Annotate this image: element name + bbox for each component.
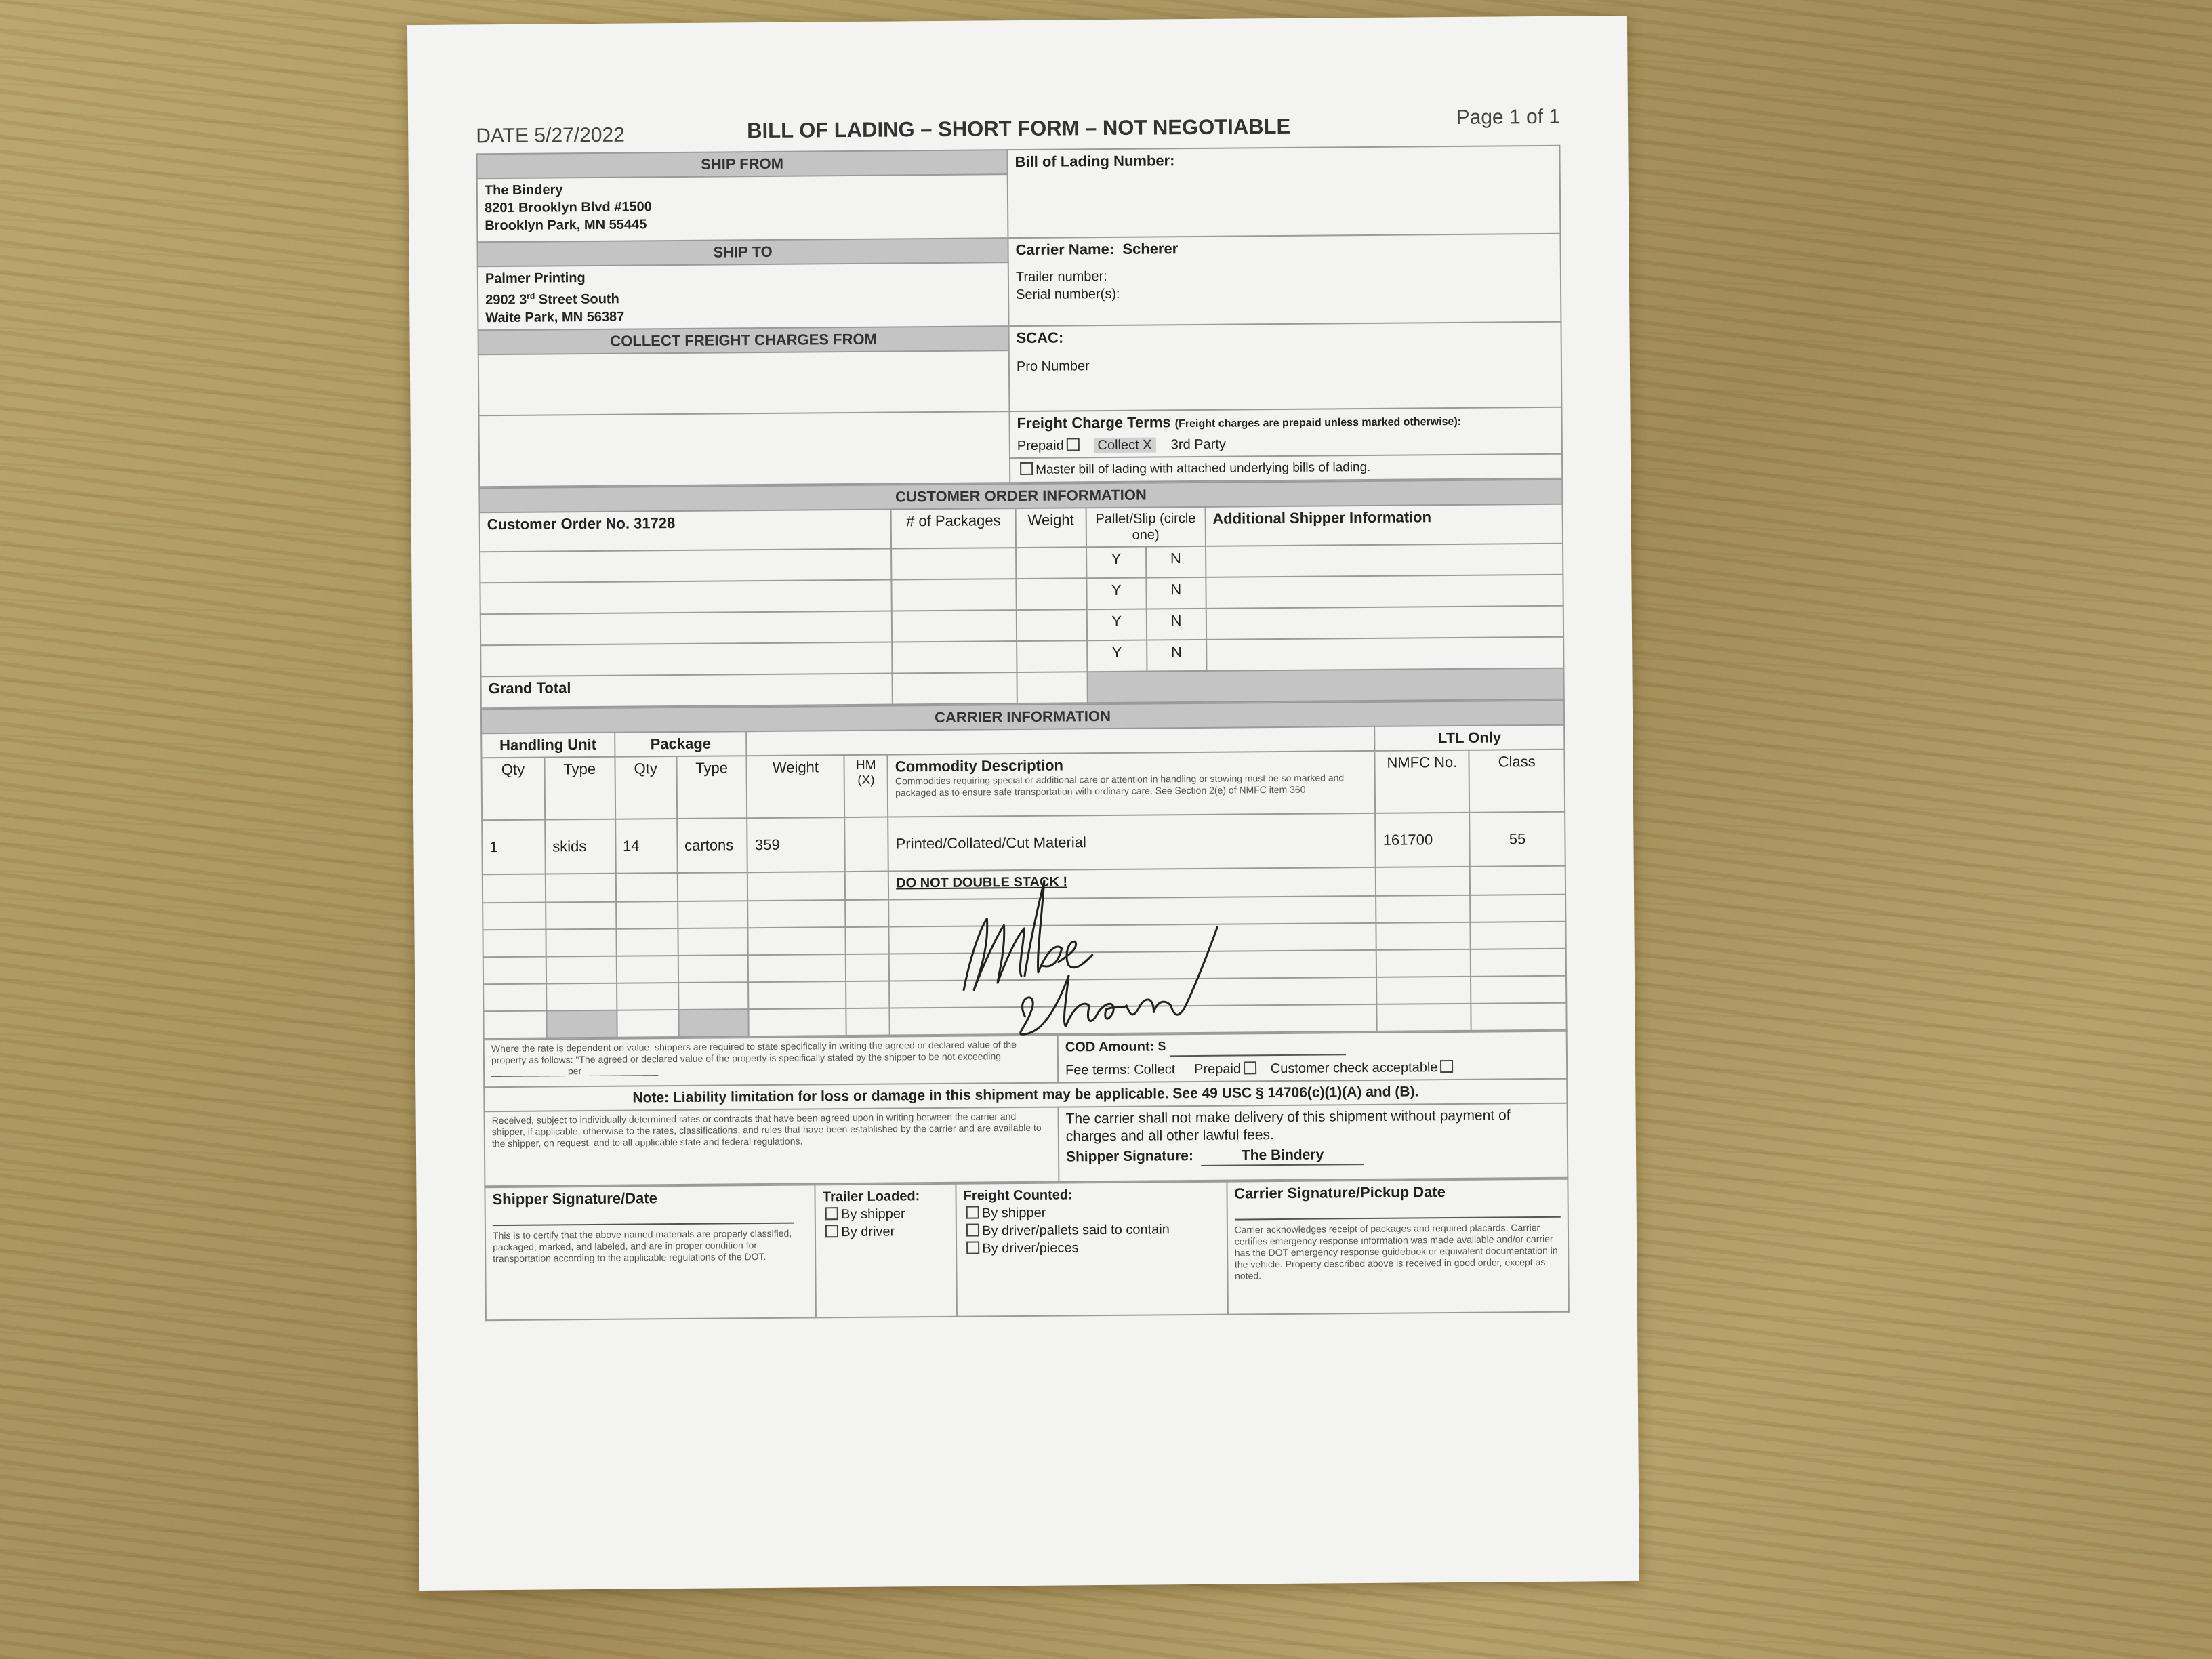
liability-note: Note: Liability limitation for loss or damage in this shipment may be applicable. See 49 USC § 14706(c)(1)(A) and (B). — [484, 1079, 1567, 1112]
trailer-loaded-block — [815, 1184, 957, 1318]
shipper-signature-value: The Bindery — [1201, 1146, 1364, 1166]
fee-prepaid-checkbox[interactable] — [1244, 1061, 1256, 1074]
carrier-signature-label: Carrier Signature/Pickup Date — [1234, 1183, 1446, 1202]
row1-nmfc: 161700 — [1375, 813, 1470, 867]
shipper-signature-line[interactable] — [493, 1206, 795, 1226]
order-cell[interactable] — [480, 611, 893, 646]
ship-from-line1: The Bindery — [484, 182, 563, 199]
bol-form — [476, 145, 1569, 1322]
serial-number-label: Serial number(s): — [1016, 286, 1120, 303]
delivery-terms — [1058, 1103, 1568, 1182]
handling-unit-header: Handling Unit — [481, 733, 615, 758]
shipper-signature-label: Shipper Signature: — [1065, 1148, 1193, 1165]
master-bol-checkbox[interactable] — [1020, 462, 1033, 475]
packages-header: # of Packages — [891, 508, 1016, 548]
prepaid-checkbox[interactable] — [1067, 438, 1080, 451]
order-cell[interactable] — [892, 641, 1017, 673]
ship-to-heading: SHIP TO — [477, 238, 1008, 266]
pro-number-label: Pro Number — [1016, 359, 1090, 375]
freight-counted-block — [956, 1182, 1228, 1317]
order-cell[interactable] — [480, 580, 892, 615]
row1-description: Printed/Collated/Cut Material — [888, 813, 1376, 872]
counted-by-shipper-checkbox[interactable] — [966, 1206, 979, 1219]
ship-from-line2: 8201 Brooklyn Blvd #1500 — [484, 199, 652, 216]
order-cell[interactable] — [480, 642, 893, 677]
freight-terms-field — [1009, 407, 1562, 458]
handling-instruction: DO NOT DOUBLE STACK ! — [888, 867, 1376, 900]
nmfc-header: NMFC No. — [1375, 750, 1470, 813]
carrier-name-label: Carrier Name: — [1015, 240, 1115, 259]
counted-pallets-checkbox[interactable] — [966, 1224, 979, 1237]
pallet-yes[interactable]: Y — [1086, 578, 1146, 610]
ship-from-address — [477, 174, 1008, 242]
commodity-header — [888, 751, 1376, 817]
pallet-no[interactable]: N — [1147, 609, 1206, 640]
order-cell[interactable] — [1016, 547, 1086, 579]
row1-class: 55 — [1469, 812, 1565, 867]
order-cell[interactable] — [1017, 609, 1087, 641]
freight-counted-label: Freight Counted: — [963, 1187, 1073, 1204]
declared-value-text: Where the rate is dependent on value, shippers are required to state specifically in writing the agreed or declared value of the property as follows: "The agreed or declared value of the property is specifically stated by the shipper to be not exceeding ______________ per ______________ — [484, 1036, 1058, 1088]
pallet-no[interactable]: N — [1146, 577, 1206, 609]
order-cell[interactable] — [1206, 544, 1563, 577]
grand-total-label: Grand Total — [481, 674, 893, 708]
cod-amount-label: COD Amount: $ — [1065, 1039, 1166, 1055]
ship-to-line2: 2902 3rd Street South — [485, 291, 619, 308]
pallet-slip-header: Pallet/Slip (circle one) — [1086, 507, 1205, 547]
carrier-signature-block — [1227, 1179, 1569, 1315]
grand-total-shaded — [1087, 668, 1563, 703]
third-party-option: 3rd Party — [1170, 436, 1226, 453]
counted-by-shipper-label: By shipper — [981, 1205, 1046, 1221]
document-date: DATE 5/27/2022 — [476, 123, 625, 148]
carrier-signature-line[interactable] — [1234, 1200, 1561, 1221]
order-cell[interactable] — [892, 579, 1017, 611]
order-cell[interactable] — [480, 549, 892, 583]
ship-to-address — [478, 262, 1009, 330]
carrier-acknowledgement: Carrier acknowledges receipt of packages and required placards. Carrier certifies emergency response information was made available and/or carrier has the DOT emergency response guidebook or equivalent documentation in the vehicle. Property described above is received in good order, except as noted. — [1234, 1222, 1558, 1282]
customer-order-heading: CUSTOMER ORDER INFORMATION — [479, 480, 1562, 513]
ship-from-line3: Brooklyn Park, MN 55445 — [485, 217, 647, 234]
customer-check-label: Customer check acceptable — [1270, 1060, 1438, 1077]
prepaid-option: Prepaid — [1017, 438, 1064, 454]
fee-terms-label: Fee terms: Collect — [1065, 1062, 1176, 1078]
scac-label: SCAC: — [1016, 329, 1064, 347]
customer-order-table — [478, 479, 1565, 709]
row1-weight: 359 — [747, 817, 845, 872]
ship-to-line3: Waite Park, MN 56387 — [485, 309, 625, 325]
fee-prepaid-label: Prepaid — [1194, 1061, 1242, 1078]
order-cell[interactable] — [892, 610, 1017, 642]
class-header: Class — [1469, 750, 1565, 813]
customer-check-checkbox[interactable] — [1440, 1060, 1453, 1073]
row1-pkg-type: cartons — [677, 818, 747, 873]
commodity-title: Commodity Description — [895, 756, 1063, 775]
grand-total-packages[interactable] — [893, 672, 1017, 704]
master-bol-row — [1010, 454, 1562, 483]
weight-header: Weight — [1016, 508, 1086, 548]
counted-pieces-checkbox[interactable] — [966, 1242, 979, 1254]
order-cell[interactable] — [891, 548, 1016, 579]
collect-freight-heading: COLLECT FREIGHT CHARGES FROM — [478, 326, 1008, 354]
order-cell[interactable] — [1206, 637, 1564, 671]
master-bol-label: Master bill of lading with attached underlying bills of lading. — [1036, 459, 1371, 477]
order-cell[interactable] — [1017, 640, 1087, 672]
row1-hu-qty: 1 — [482, 820, 545, 875]
order-cell[interactable] — [1016, 578, 1086, 610]
additional-info-header: Additional Shipper Information — [1205, 504, 1563, 546]
bill-of-lading-paper — [407, 16, 1639, 1591]
shipper-certification: This is to certify that the above named materials are properly classified, packaged, marked, and labeled, and are in proper condition for transportation according to the applicable regulations of the DOT. — [492, 1227, 792, 1265]
grand-total-weight[interactable] — [1017, 672, 1088, 703]
document-title: BILL OF LADING – SHORT FORM – NOT NEGOTIABLE — [747, 114, 1291, 143]
collect-freight-field[interactable] — [478, 350, 1010, 415]
loaded-by-shipper-label: By shipper — [841, 1206, 905, 1223]
carrier-name-field — [1008, 234, 1561, 326]
received-terms: Received, subject to individually determined rates or contracts that have been agreed upon in writing between the carrier and shipper, if applicable, otherwise to the rates, classifications, and rules that have been established by the carrier and are available to the shipper, on request, and to all applicable state and federal regulations. — [485, 1107, 1059, 1187]
row1-pkg-qty: 14 — [615, 819, 678, 874]
shipping-parties-table — [476, 145, 1563, 488]
ship-to-line1: Palmer Printing — [485, 270, 586, 287]
row1-hu-type: skids — [545, 819, 615, 874]
document-header — [476, 105, 1561, 148]
counted-pallets-label: By driver/pallets said to contain — [981, 1222, 1170, 1239]
scac-field — [1008, 322, 1561, 411]
bol-number-field[interactable] — [1007, 146, 1560, 238]
collect-freight-blank — [478, 411, 1010, 487]
freight-terms-label: Freight Charge Terms — [1017, 413, 1171, 432]
row1-hm — [844, 817, 888, 872]
pkg-qty-header: Qty — [615, 756, 677, 819]
loaded-by-shipper-checkbox[interactable] — [825, 1207, 838, 1220]
counted-pieces-label: By driver/pieces — [982, 1240, 1079, 1256]
collect-option: Collect X — [1093, 437, 1155, 453]
ltl-only-header: LTL Only — [1374, 725, 1564, 751]
shipper-signature-block — [485, 1185, 816, 1320]
pallet-no[interactable]: N — [1147, 640, 1206, 672]
carrier-name-value: Scherer — [1122, 240, 1179, 258]
pallet-yes[interactable]: Y — [1087, 609, 1147, 641]
handwritten-signature — [949, 853, 1235, 1051]
freight-terms-note: (Freight charges are prepaid unless marked otherwise): — [1174, 415, 1462, 430]
carrier-info-heading: CARRIER INFORMATION — [481, 701, 1564, 734]
hu-type-header: Type — [544, 757, 615, 820]
trailer-number-label: Trailer number: — [1015, 269, 1107, 285]
page-number: Page 1 of 1 — [1456, 105, 1561, 129]
package-header: Package — [615, 731, 747, 757]
order-cell[interactable] — [1206, 606, 1563, 640]
loaded-by-driver-checkbox[interactable] — [825, 1225, 838, 1237]
pkg-type-header: Type — [676, 756, 747, 819]
shipper-signature-date-label: Shipper Signature/Date — [492, 1189, 657, 1208]
order-cell[interactable] — [1206, 575, 1563, 609]
loaded-by-driver-label: By driver — [841, 1224, 895, 1240]
signature-table — [484, 1179, 1570, 1322]
commodity-note: Commodities requiring special or additional care or attention in handling or stowing must be so marked and packaged as to ensure safe transportation with ordinary care. See Section 2(e) of NMFC item 360 — [895, 772, 1345, 798]
value-cod-table — [483, 1031, 1569, 1187]
pallet-no[interactable]: N — [1146, 546, 1206, 578]
hm-header: HM (X) — [844, 755, 888, 817]
pallet-yes[interactable]: Y — [1087, 640, 1147, 672]
ship-from-heading: SHIP FROM — [476, 150, 1007, 178]
trailer-loaded-label: Trailer Loaded: — [822, 1189, 920, 1205]
bol-number-label: Bill of Lading Number: — [1015, 152, 1175, 171]
pallet-yes[interactable]: Y — [1086, 547, 1146, 579]
hu-qty-header: Qty — [481, 758, 544, 821]
weight-col-header: Weight — [747, 755, 845, 818]
customer-order-number: Customer Order No. 31728 — [480, 510, 892, 552]
delivery-text: The carrier shall not make delivery of this shipment without payment of charges and all other lawful fees. — [1065, 1107, 1511, 1145]
